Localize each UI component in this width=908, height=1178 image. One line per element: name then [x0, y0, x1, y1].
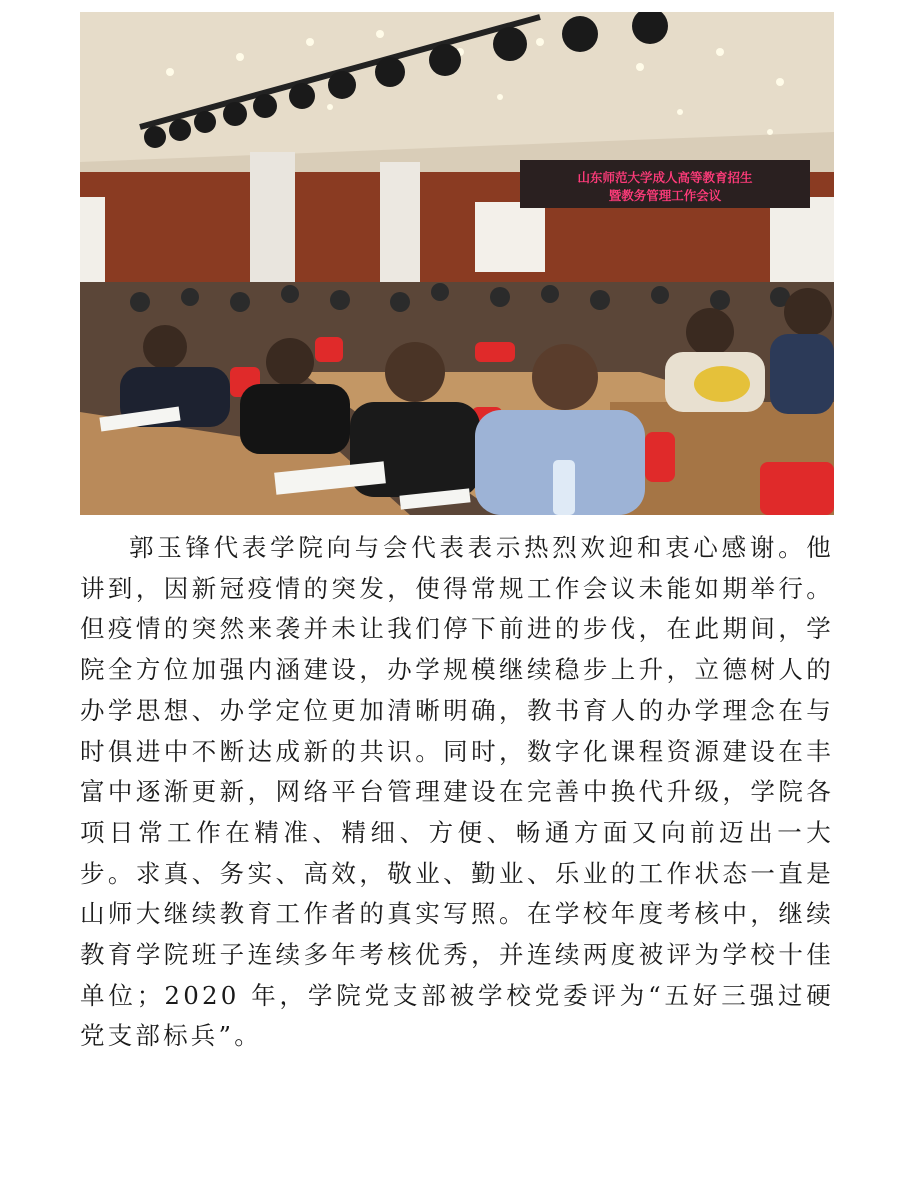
- banner-title-line2: 暨教务管理工作会议: [608, 188, 722, 203]
- article-paragraph: 郭玉锋代表学院向与会代表表示热烈欢迎和衷心感谢。他讲到，因新冠疫情的突发，使得常规工作会议未能如期举行。但疫情的突然来袭并未让我们停下前进的步伐，在此期间，学院全方位加强内涵建设，办学规模继续稳步上升，立德树人的办学思想、办学定位更加清晰明确，教书育人的办学理念在与时俱进中不断达成新的共识。同时，数字化课程资源建设在丰富中逐渐更新，网络平台管理建设在完善中换代升级，学院各项日常工作在精准、精细、方便、畅通方面又向前迈出一大步。求真、务实、高效，敬业、勤业、乐业的工作状态一直是山师大继续教育工作者的真实写照。在学校年度考核中，继续教育学院班子连续多年考核优秀，并连续两度被评为学校十佳单位；2020 年，学院党支部被学校党委评为“五好三强过硬党支部标兵”。: [80, 533, 834, 1051]
- article-body: [80, 528, 834, 1057]
- banner-title-line1: 山东师范大学成人高等教育招生: [577, 170, 753, 185]
- conference-photo: [80, 12, 834, 515]
- conference-photo-illustration: [80, 12, 834, 515]
